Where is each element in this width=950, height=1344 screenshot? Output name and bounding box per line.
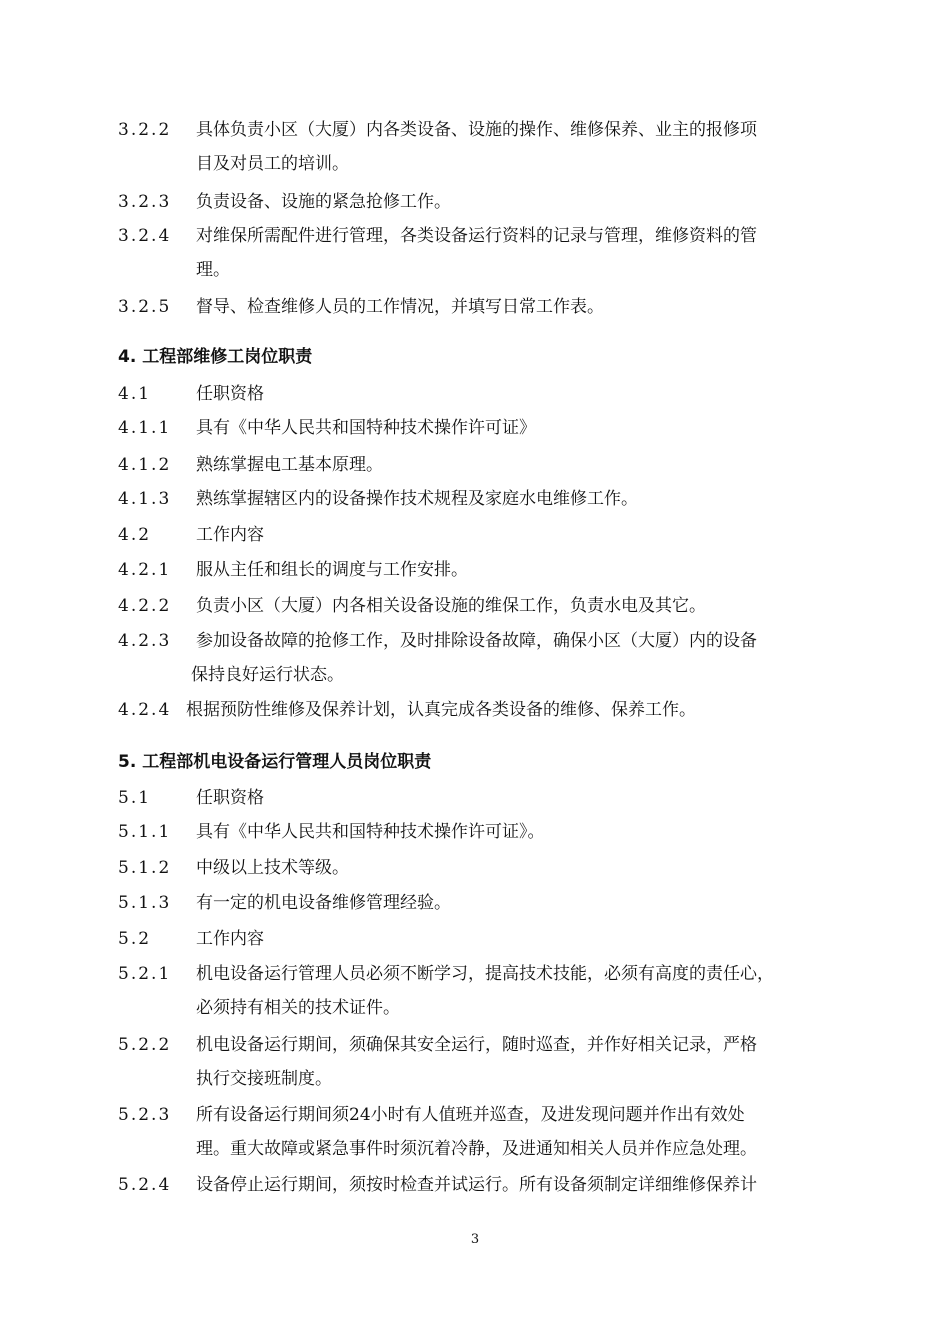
- paragraph-line: [0, 192, 950, 212]
- clause-text: 必须持有相关的技术证件。: [196, 998, 400, 1018]
- paragraph-line: [0, 631, 950, 651]
- paragraph-line: [0, 929, 950, 949]
- paragraph-line: [0, 384, 950, 404]
- paragraph-line: [0, 489, 950, 509]
- paragraph-line: [0, 455, 950, 475]
- clause-number: 4.2: [118, 525, 152, 545]
- clause-text: 任职资格: [196, 788, 264, 808]
- paragraph-line: [0, 596, 950, 616]
- clause-number: 4.1.1: [118, 418, 172, 438]
- clause-number: 4.1.2: [118, 455, 172, 475]
- clause-text: 执行交接班制度。: [196, 1069, 332, 1089]
- paragraph-line: [0, 154, 950, 174]
- clause-text: 任职资格: [196, 384, 264, 404]
- clause-text: 熟练掌握电工基本原理。: [196, 455, 383, 475]
- clause-text: 目及对员工的培训。: [196, 154, 349, 174]
- clause-text: 理。: [196, 260, 230, 280]
- clause-number: 4.1.3: [118, 489, 172, 509]
- paragraph-line: [0, 1069, 950, 1089]
- clause-number: 4.2.4: [118, 700, 172, 720]
- paragraph-line: [0, 1035, 950, 1055]
- paragraph-line: [0, 665, 950, 685]
- section-heading: 4. 工程部维修工岗位职责: [118, 347, 313, 367]
- paragraph-line: [0, 1175, 950, 1195]
- paragraph-line: [0, 120, 950, 140]
- clause-number: 5.2.4: [118, 1175, 172, 1195]
- clause-text: 具体负责小区（大厦）内各类设备、设施的操作、维修保养、业主的报修项: [196, 120, 757, 140]
- clause-text: 根据预防性维修及保养计划，认真完成各类设备的维修、保养工作。: [186, 700, 696, 720]
- clause-number: 5.1.2: [118, 858, 172, 878]
- clause-text: 机电设备运行期间，须确保其安全运行，随时巡查，并作好相关记录，严格: [196, 1035, 757, 1055]
- page-number: 3: [470, 1232, 480, 1247]
- clause-text: 参加设备故障的抢修工作，及时排除设备故障，确保小区（大厦）内的设备: [196, 631, 757, 651]
- clause-number: 4.2.1: [118, 560, 172, 580]
- paragraph-line: [0, 1139, 950, 1159]
- clause-text: 工作内容: [196, 525, 264, 545]
- paragraph-line: [0, 700, 950, 720]
- clause-text: 具有《中华人民共和国特种技术操作许可证》。: [196, 822, 545, 842]
- clause-number: 5.2: [118, 929, 152, 949]
- clause-text: 督导、检查维修人员的工作情况，并填写日常工作表。: [196, 297, 604, 317]
- paragraph-line: [0, 260, 950, 280]
- clause-number: 4.1: [118, 384, 152, 404]
- paragraph-line: [0, 858, 950, 878]
- clause-number: 5.2.2: [118, 1035, 172, 1055]
- clause-number: 5.1.1: [118, 822, 172, 842]
- paragraph-line: [0, 418, 950, 438]
- section-heading: 5. 工程部机电设备运行管理人员岗位职责: [118, 752, 432, 772]
- clause-text: 具有《中华人民共和国特种技术操作许可证》: [196, 418, 536, 438]
- clause-text: 熟练掌握辖区内的设备操作技术规程及家庭水电维修工作。: [196, 489, 638, 509]
- clause-text: 机电设备运行管理人员必须不断学习，提高技术技能，必须有高度的责任心，: [196, 964, 774, 984]
- paragraph-line: [0, 525, 950, 545]
- paragraph-line: [0, 226, 950, 246]
- paragraph-line: [0, 822, 950, 842]
- clause-text: 有一定的机电设备维修管理经验。: [196, 893, 451, 913]
- clause-number: 3.2.4: [118, 226, 172, 246]
- paragraph-line: [0, 964, 950, 984]
- clause-number: 3.2.2: [118, 120, 172, 140]
- clause-text: 负责设备、设施的紧急抢修工作。: [196, 192, 451, 212]
- paragraph-line: [0, 893, 950, 913]
- clause-text: 服从主任和组长的调度与工作安排。: [196, 560, 468, 580]
- paragraph-line: [0, 788, 950, 808]
- clause-number: 4.2.2: [118, 596, 172, 616]
- clause-text: 保持良好运行状态。: [191, 665, 344, 685]
- clause-number: 5.1: [118, 788, 152, 808]
- clause-text: 中级以上技术等级。: [196, 858, 349, 878]
- clause-text: 对维保所需配件进行管理，各类设备运行资料的记录与管理，维修资料的管: [196, 226, 757, 246]
- clause-number: 3.2.5: [118, 297, 172, 317]
- clause-text: 负责小区（大厦）内各相关设备设施的维保工作，负责水电及其它。: [196, 596, 706, 616]
- paragraph-line: [0, 560, 950, 580]
- paragraph-line: [0, 998, 950, 1018]
- clause-number: 4.2.3: [118, 631, 172, 651]
- clause-text: 工作内容: [196, 929, 264, 949]
- clause-text: 设备停止运行期间，须按时检查并试运行。所有设备须制定详细维修保养计: [196, 1175, 757, 1195]
- clause-number: 5.2.1: [118, 964, 172, 984]
- clause-text: 所有设备运行期间须24小时有人值班并巡查，及进发现问题并作出有效处: [196, 1105, 745, 1125]
- clause-number: 5.1.3: [118, 893, 172, 913]
- clause-number: 3.2.3: [118, 192, 172, 212]
- paragraph-line: [0, 297, 950, 317]
- clause-number: 5.2.3: [118, 1105, 172, 1125]
- clause-text: 理。重大故障或紧急事件时须沉着冷静，及进通知相关人员并作应急处理。: [196, 1139, 757, 1159]
- paragraph-line: [0, 1105, 950, 1125]
